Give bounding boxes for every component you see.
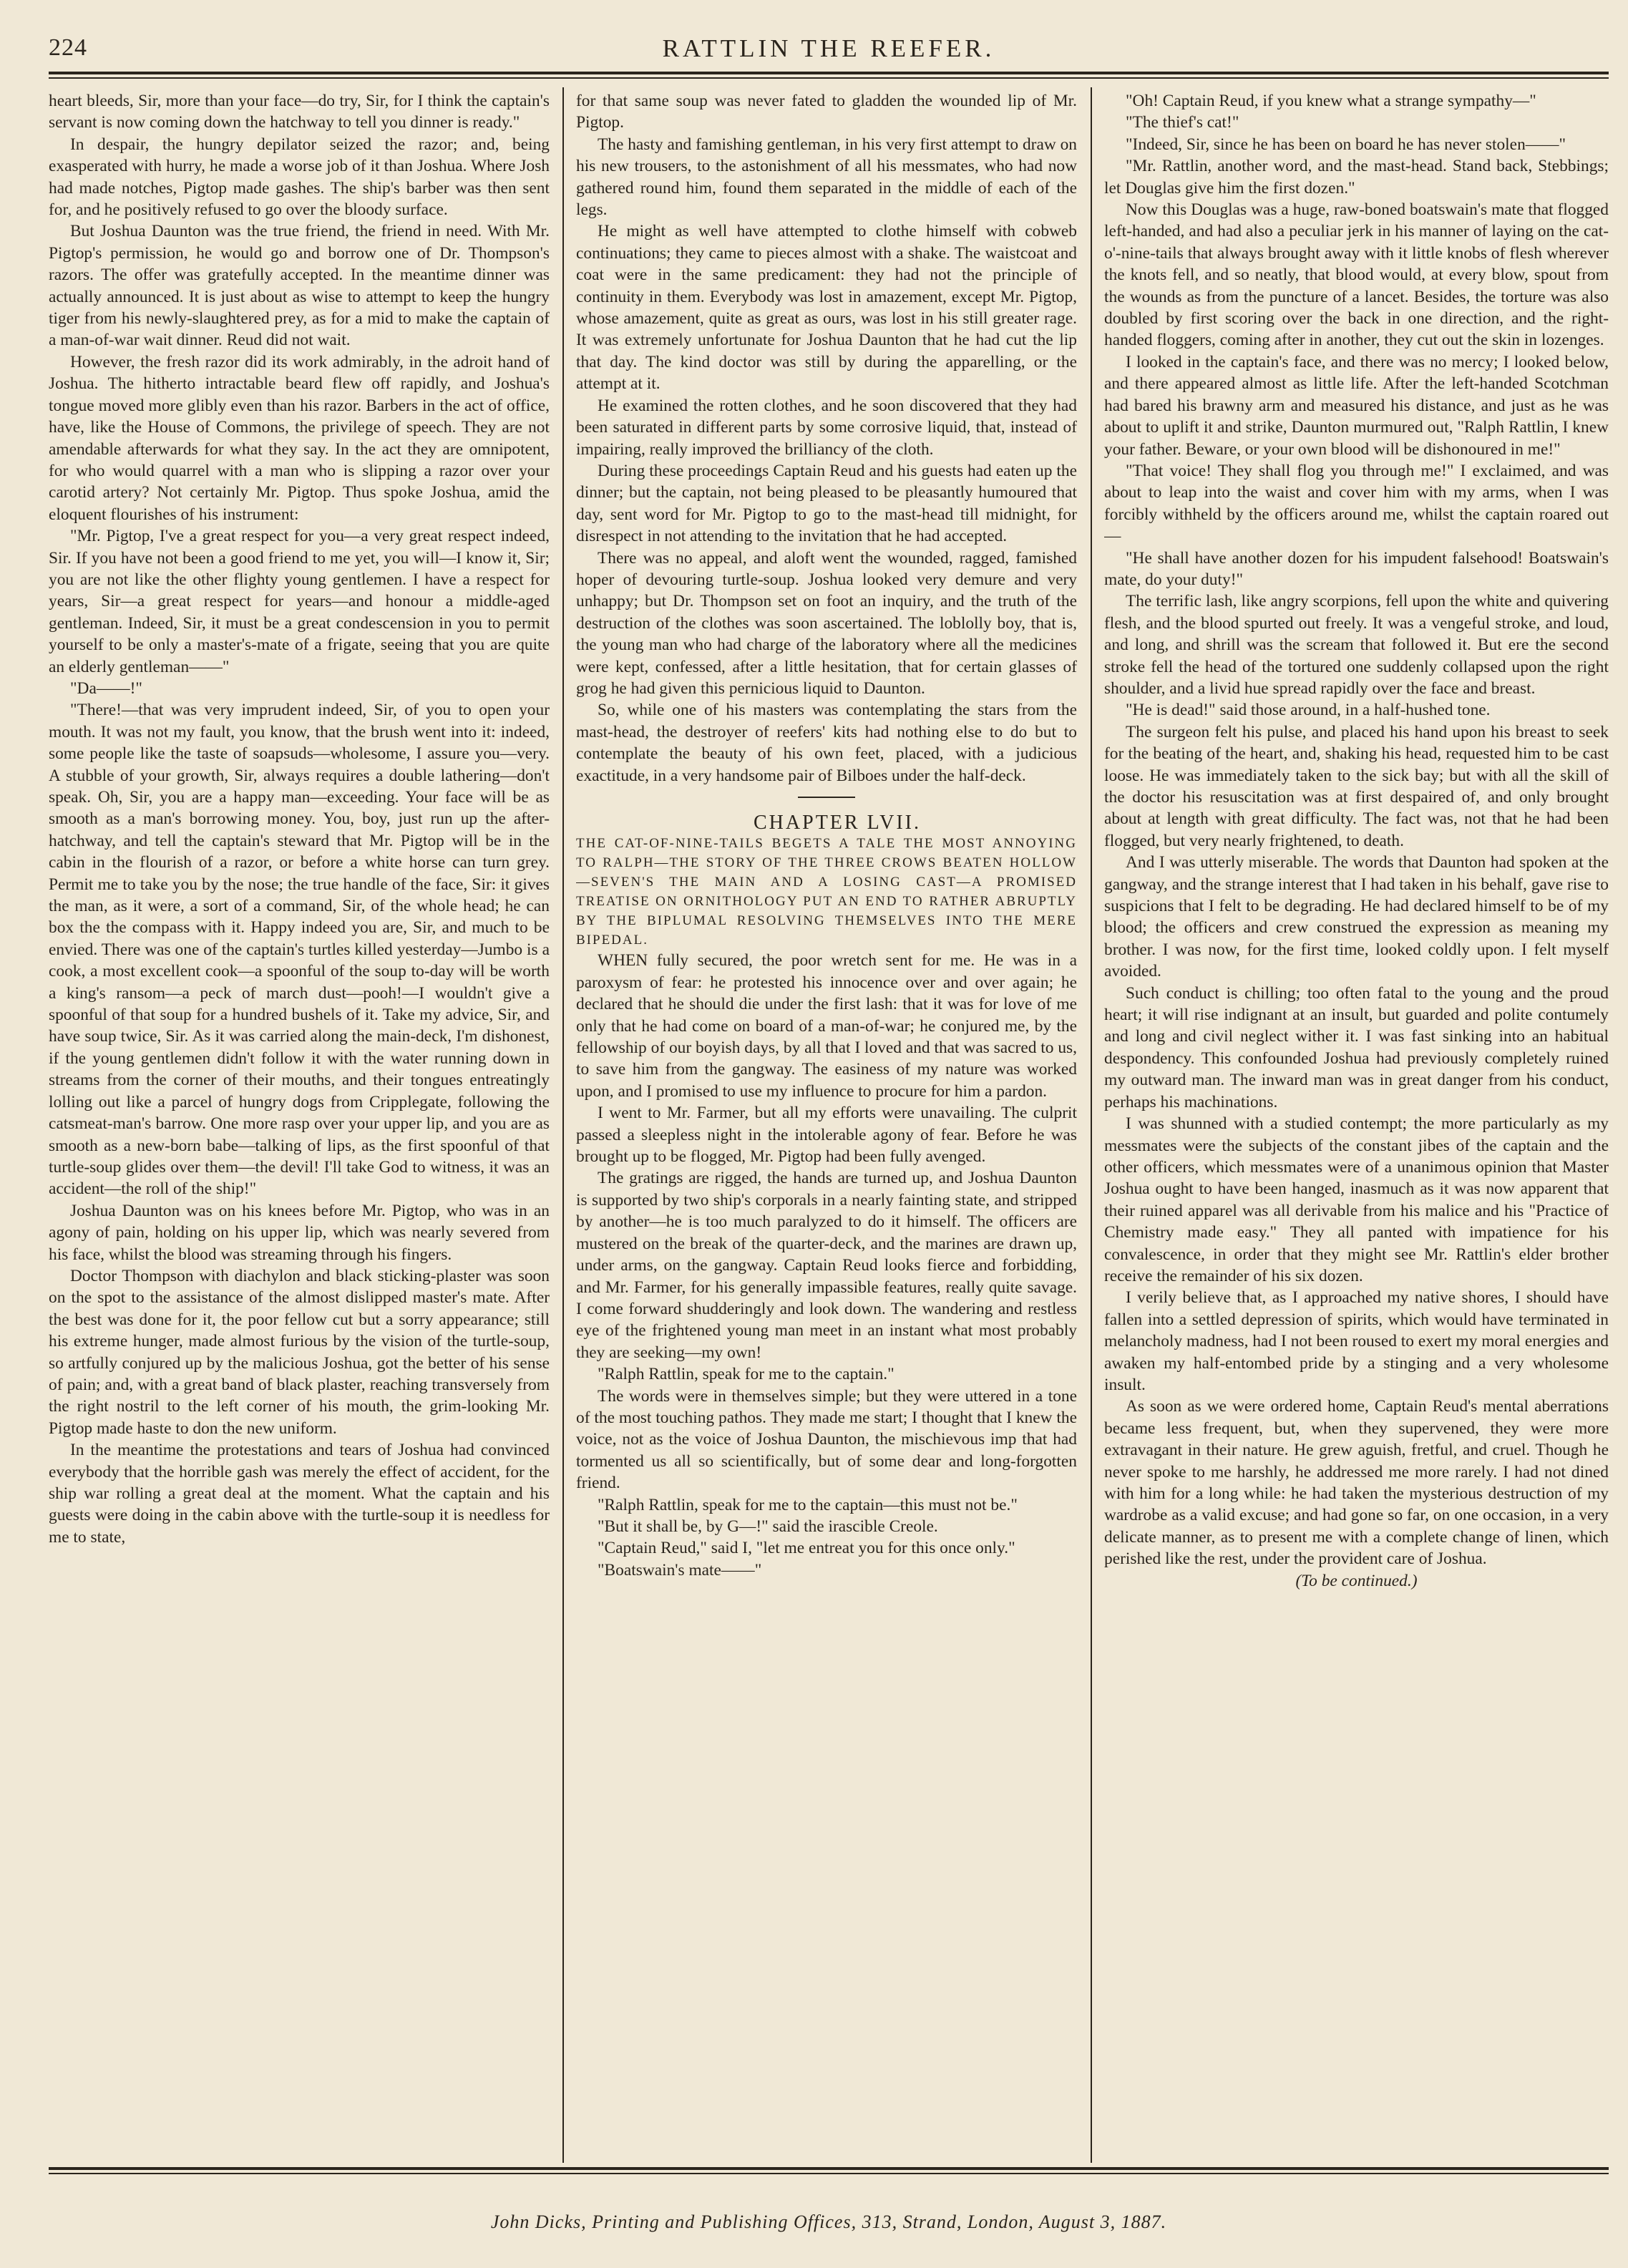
paragraph: heart bleeds, Sir, more than your face—do try, Sir, for I think the captain's servant is now coming down the hatchway to tell you dinner is ready." bbox=[49, 92, 550, 132]
paragraph: And I was utterly miserable. The words that Daunton had spoken at the gangway, and the strange interest that I had taken in his behalf, gave rise to suspicions that I felt to be degrading. He had declared himself to be of my blood; the officers and crew construed the expression as meaning my brother. I was now, for the first time, looked coldly upon. I felt myself avoided. bbox=[1104, 853, 1609, 981]
paragraph: "But it shall be, by G—!" said the irascible Creole. bbox=[598, 1517, 938, 1536]
paragraph: The surgeon felt his pulse, and placed his hand upon his breast to seek for the beating of the heart, and, shaking his head, requested him to be cast loose. He was immediately taken to the sick bay; but with all the skill of the doctor his resuscitation was at first despaired of, and only brought about at length with great difficulty. The fact was, not that he had been flogged, but very nearly frightened, to death. bbox=[1104, 722, 1609, 850]
paragraph: He might as well have attempted to clothe himself with cobweb continuations; they came to pieces almost with a shake. The waistcoat and coat were in the same predicament: they had not the principle of continuity in them. Everybody was lost in amazement, except Mr. Pigtop, whose amazement, quite as great as ours, was lost in his still greater rage. It was extremely unfortunate for Joshua Daunton that he had cut the lip that day. The kind doctor was still by during the apparelling, or the attempt at it. bbox=[576, 222, 1077, 394]
column-1 bbox=[49, 90, 550, 2123]
paragraph: So, while one of his masters was contemplating the stars from the mast-head, the destroyer of reefers' kits had nothing else to do but to contemplate the beauty of his own feet, placed, with a judicious exactitude, in a very handsome pair of Bilboes under the half-deck. bbox=[576, 701, 1077, 785]
paragraph: The words were in themselves simple; but they were uttered in a tone of the most touching pathos. They made me start; I thought that I knew the voice, not as the voice of Joshua Daunton, the mischievous imp that had tormented us all so scientifically, but of some dear and long-forgotten friend. bbox=[576, 1386, 1077, 1493]
paragraph: Doctor Thompson with diachylon and black sticking-plaster was soon on the spot to the assistance of the almost dislipped master's mate. After the best was done for it, the poor fellow cut but a sorry appearance; still his extreme hunger, made almost furious by the vision of the turtle-soup, so artfully conjured up by the malicious Joshua, got the better of his sense of pain; and, with a great band of black plaster, reaching transversely from the right nostril to the left corner of his mouth, the grim-looking Mr. Pigtop made haste to don the new uniform. bbox=[49, 1266, 550, 1438]
paragraph: "Mr. Pigtop, I've a great respect for you—a very great respect indeed, Sir. If you have not been a good friend to me yet, you will—I know it, Sir; you are not like the other flighty young gentlemen. I have a respect for years, Sir—a great respect for years—and honour a middle-aged gentleman. Indeed, Sir, it must be a great condescension in you to permit yourself to be only a master's-mate of a frigate, seeing that you are quite an elderly gentleman——" bbox=[49, 527, 550, 676]
paragraph: "Mr. Rattlin, another word, and the mast-head. Stand back, Stebbings; let Douglas give him the first dozen." bbox=[1104, 157, 1609, 198]
paragraph: The terrific lash, like angry scorpions, fell upon the white and quivering flesh, and the blood spurted out freely. It was a vengeful stroke, and loud, and long, and shrill was the scream that followed it. But ere the second stroke fell the head of the tortured one suddenly collapsed upon the right shoulder, and a livid hue spread rapidly over the face and breast. bbox=[1104, 592, 1609, 698]
paragraph: "Ralph Rattlin, speak for me to the captain—this must not be." bbox=[598, 1495, 1018, 1514]
paragraph: I looked in the captain's face, and there was no mercy; I looked below, and there appeared almost as little life. After the left-handed Scotchman had bared his brawny arm and measured his distance, and just as he was about to uplift it and strike, Daunton murmured out, "Ralph Rattlin, I knew your father. Beware, or your own blood will be dishonoured in me!" bbox=[1104, 352, 1609, 459]
publisher-footer: John Dicks, Printing and Publishing Offices, 313, Strand, London, August 3, 1887. bbox=[490, 2211, 1167, 2232]
to-be-continued: (To be continued.) bbox=[1295, 1571, 1418, 1590]
page-header bbox=[49, 34, 1609, 66]
paragraph: In the meantime the protestations and tears of Joshua had convinced everybody that the horrible gash was merely the effect of accident, for the ship war rolling a great deal at the moment. What the captain and his guests were doing in the cabin above with the turtle-soup it is needless for me to state, bbox=[49, 1441, 550, 1547]
paragraph: There was no appeal, and aloft went the wounded, ragged, famished hoper of devouring turtle-soup. Joshua looked very demure and very unhappy; but Dr. Thompson set on foot an inquiry, and the truth of the destruction of the clothes was soon ascertained. The loblolly boy, that is, the young man who had charge of the laboratory where all the medicines were kept, confessed, after a little hesitation, that for certain glasses of grog he had given this pernicious liquid to Daunton. bbox=[576, 548, 1077, 698]
paragraph: As soon as we were ordered home, Captain Reud's mental aberrations became less frequent, but, when they supervened, they were more extravagant in their nature. He grew aguish, fretful, and cruel. Though he never spoke to me harshly, he addressed me more rarely. I had not dined with him for a long while: he had taken the mysterious destruction of my wardrobe as a valid excuse; and had gone so far, on one occasion, in a very delicate manner, as to present me with a complete change of linen, which perished like the rest, under the provident care of Joshua. bbox=[1104, 1397, 1609, 1569]
paragraph: But Joshua Daunton was the true friend, the friend in need. With Mr. Pigtop's permission, he would go and borrow one of Dr. Thompson's razors. The offer was gratefully accepted. In the meantime dinner was actually announced. It is just about as wise to attempt to keep the hungry tiger from his newly-slaughtered prey, as for a mid to make the captain of a man-of-war wait dinner. Reud did not wait. bbox=[49, 222, 550, 350]
paragraph: "Indeed, Sir, since he has been on board he has never stolen——" bbox=[1126, 135, 1566, 154]
section-rule bbox=[798, 797, 855, 798]
column-3 bbox=[1104, 90, 1609, 2123]
paragraph: I went to Mr. Farmer, but all my efforts were unavailing. The culprit passed a sleepless night in the intolerable agony of fear. Before he was brought up to be flogged, Mr. Pigtop had been fully avenged. bbox=[576, 1104, 1077, 1167]
chapter-synopsis: THE CAT-OF-NINE-TAILS BEGETS A TALE THE MOST ANNOYING TO RALPH—THE STORY OF THE THREE CROWS BEATEN HOLLOW—SEVEN'S THE MAIN AND A LOSING CAST—A PROMISED TREATISE ON ORNITHOLOGY PUT AN END TO RATHER ABRUPTLY BY THE BIPLUMAL RESOLVING THEMSELVES INTO THE MERE BIPEDAL. bbox=[576, 836, 1077, 948]
footer-rule-thin bbox=[49, 2173, 1609, 2174]
paragraph: Joshua Daunton was on his knees before Mr. Pigtop, who was in an agony of pain, holding on his upper lip, which was nearly severed from his face, whilst the blood was streaming through his fingers. bbox=[49, 1201, 550, 1264]
paragraph: Such conduct is chilling; too often fatal to the young and the proud heart; it will rise indignant at an insult, but guarded and polite contumely and long and civil neglect wither it. I was fast sinking into an habitual despondency. This confounded Joshua had previously completely ruined my outward man. The inward man was in great danger from his conduct, perhaps his machinations. bbox=[1104, 983, 1609, 1111]
paragraph: "Oh! Captain Reud, if you knew what a strange sympathy—" bbox=[1126, 92, 1536, 110]
paragraph: He examined the rotten clothes, and he soon discovered that they had been saturated in different parts by some corrosive liquid, that, instead of impairing, really improved the brilliancy of the cloth. bbox=[576, 396, 1077, 459]
paragraph: "Ralph Rattlin, speak for me to the captain." bbox=[598, 1365, 895, 1384]
paragraph: "That voice! They shall flog you through me!" I exclaimed, and was about to leap into the waist and cover him with my arms, when I was forcibly withheld by the officers around me, whilst the captain roared out— bbox=[1104, 461, 1609, 546]
paragraph: WHEN fully secured, the poor wretch sent for me. He was in a paroxysm of fear: he protested his innocence over and over again; he declared that he should die under the first lash: that it was for love of me only that he had come on board of a man-of-war; he conjured me, by the fellowship of our boyish days, by all that I loved and that was sacred to us, to save him from the gangway. The easiness of my nature was worked upon, and I promised to use my influence to procure for him a pardon. bbox=[576, 951, 1077, 1101]
column-divider-1 bbox=[562, 87, 564, 2163]
paragraph: I was shunned with a studied contempt; the more particularly as my messmates were the subjects of the constant jibes of the captain and the other officers, which messmates were of a unanimous opinion that Master Joshua ought to have been hanged, inasmuch as it was now apparent that their ruined apparel was all derivable from his malice and his "Practice of Chemistry made easy." They all panted with impatience for his convalescence, in order that they might see Mr. Rattlin's elder brother receive the remainder of his six dozen. bbox=[1104, 1114, 1609, 1285]
paragraph: The hasty and famishing gentleman, in his very first attempt to draw on his new trousers, to the astonishment of all his messmates, who had now gathered round him, found them separated in the middle of each of the legs. bbox=[576, 135, 1077, 220]
chapter-heading: CHAPTER LVII. bbox=[754, 812, 921, 834]
column-2 bbox=[576, 90, 1077, 2123]
paragraph: The gratings are rigged, the hands are turned up, and Joshua Daunton is supported by two ship's corporals in a nearly fainting state, and stripped by another—he is too much paralyzed to do it himself. The officers are mustered on the break of the quarter-deck, and the marines are drawn up, under arms, on the gangway. Captain Reud looks fierce and forbidding, and Mr. Farmer, for his generally impassible features, really quite savage. I come forward shudderingly and look down. The wandering and restless eye of the frightened young man meet in an instant what most probably they are seeking—my own! bbox=[576, 1169, 1077, 1362]
footer-rule bbox=[49, 2167, 1609, 2170]
paragraph: Now this Douglas was a huge, raw-boned boatswain's mate that flogged left-handed, and had also a peculiar jerk in his manner of laying on the cat-o'-nine-tails that always brought away with it little knobs of flesh wherever the knots fell, and so neatly, that blood would, at every blow, spout from the wounds as from the puncture of a lancet. Besides, the torture was also doubled by first scoring over the back in one direction, and the right-handed floggers, coming after in another, they cut out the skin in lozenges. bbox=[1104, 200, 1609, 350]
page-title: RATTLIN THE REEFER. bbox=[662, 34, 995, 62]
header-rule-thin bbox=[49, 77, 1609, 79]
column-divider-2 bbox=[1091, 87, 1092, 2163]
header-rule bbox=[49, 72, 1609, 74]
paragraph: for that same soup was never fated to gladden the wounded lip of Mr. Pigtop. bbox=[576, 92, 1077, 132]
paragraph: I verily believe that, as I approached my native shores, I should have fallen into a settled depression of spirits, which would have terminated in melancholy madness, had I not been roused to exert my moral energies and awaken my half-entombed pride by a stinging and a very wholesome insult. bbox=[1104, 1288, 1609, 1394]
paragraph: "Captain Reud," said I, "let me entreat you for this once only." bbox=[598, 1539, 1015, 1558]
paragraph: "He shall have another dozen for his impudent falsehood! Boatswain's mate, do your duty!" bbox=[1104, 548, 1609, 589]
paragraph: "The thief's cat!" bbox=[1126, 113, 1239, 132]
paragraph: "He is dead!" said those around, in a half-hushed tone. bbox=[1126, 701, 1491, 720]
paragraph: "Boatswain's mate——" bbox=[598, 1560, 762, 1580]
paragraph: "Da——!" bbox=[70, 678, 142, 698]
paragraph: However, the fresh razor did its work admirably, in the adroit hand of Joshua. The hitherto intractable beard flew off rapidly, and Joshua's tongue moved more glibly even than his razor. Barbers in the act of office, have, like the House of Commons, the privilege of speech. They are not amendable afterwards for what they say. In the act they are omnipotent, for who would quarrel with a man who is slipping a razor over your carotid artery? Not certainly Mr. Pigtop. Thus spoke Joshua, amid the eloquent flourishes of his instrument: bbox=[49, 352, 550, 524]
page-number: 224 bbox=[49, 34, 87, 61]
paragraph: "There!—that was very imprudent indeed, Sir, of you to open your mouth. It was not my fault, you know, that the brush went into it: indeed, some people like the taste of soapsuds—wholesome, I assure you—very. A stubble of your growth, Sir, always requires a double lathering—don't speak. Oh, Sir, you are a happy man—exceeding. Your face will be as smooth as a man's borrowing money. You, boy, just run up the after-hatchway, and tell the captain's steward that Mr. Pigtop will be in the cabin in the flourish of a razor, or before a white horse can turn grey. Permit me to take you by the nose; the true handle of the face, Sir: it gives the man, as it were, a sort of a command, Sir, of the whole head; he can box the the compass with it. Happy indeed you are, Sir, and much to be envied. There was one of the captain's turtles killed yesterday—Jumbo is a cook, a most excellent cook—a spoonful of the soup to-day will be worth a king's ransom—a peck of march dust—pooh!—I wouldn't give a spoonful of that soup for a hundred bushels of it. Take my advice, Sir, and have soup twice, Sir. As it was carried along the main-deck, I'm dishonest, if the young gentlemen didn't follow it with the water running down in streams from the corner of their mouths, and their tongues entreatingly lolling out like a parcel of hungry dogs from Cripplegate, following the catsmeat-man's barrow. One more rasp over your upper lip, and you are as smooth as a new-born babe—talking of lips, as the first spoonful of that turtle-soup glides over them—the devil! I'll take God to witness, it was an accident—the roll of the ship!" bbox=[49, 701, 550, 1199]
paragraph: During these proceedings Captain Reud and his guests had eaten up the dinner; but the captain, not being pleased to be pleasantly humoured that day, sent word for Mr. Pigtop to go to the mast-head till midnight, for disrespect in not attending to the invitation that he had accepted. bbox=[576, 461, 1077, 546]
paragraph: In despair, the hungry depilator seized the razor; and, being exasperated with hurry, he made a worse job of it than Joshua. Where Josh had made notches, Pigtop made gashes. The ship's barber was then sent for, and he positively refused to go over the bloody surface. bbox=[49, 135, 550, 220]
